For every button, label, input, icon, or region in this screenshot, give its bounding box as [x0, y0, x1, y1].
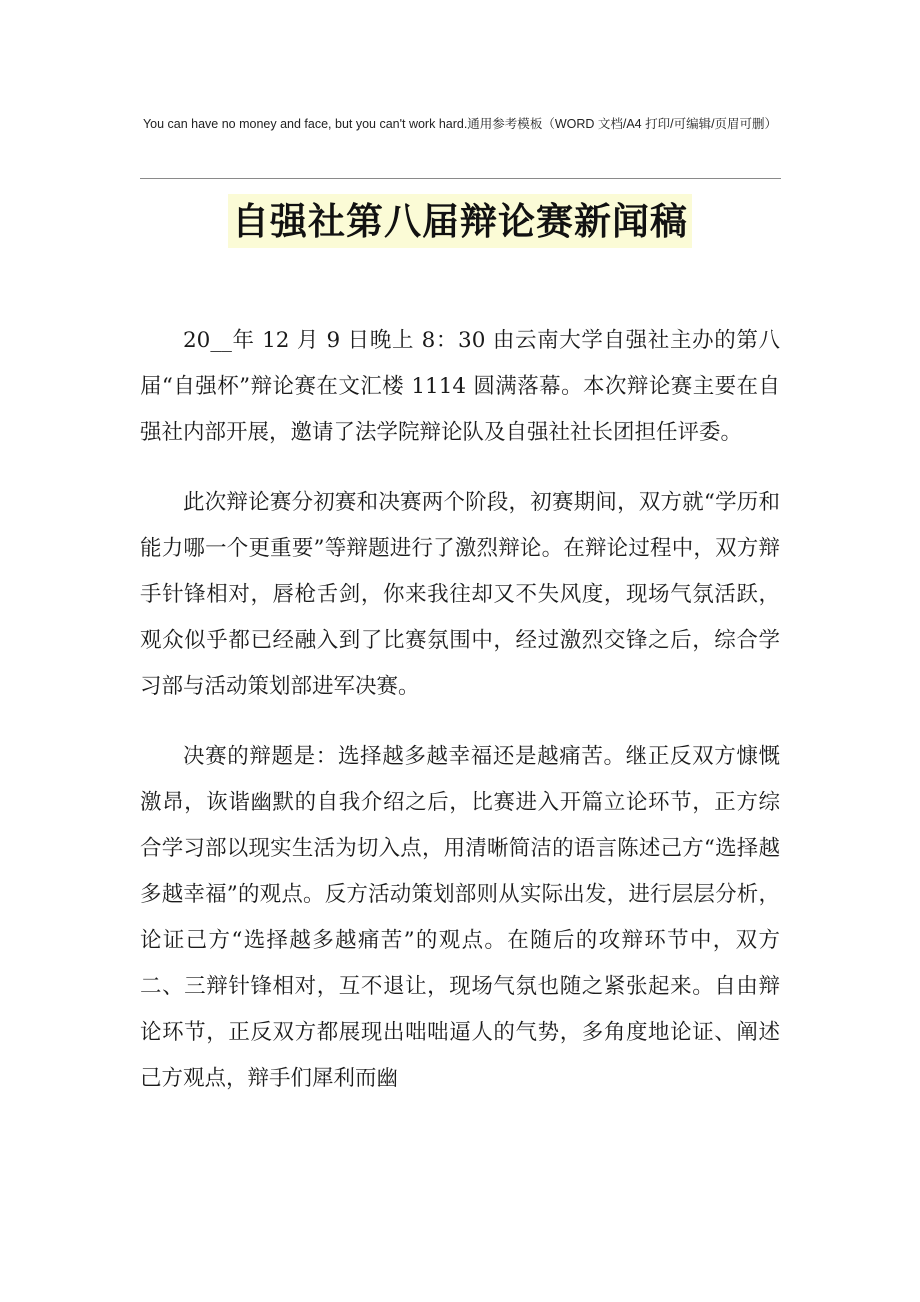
title-container — [0, 194, 920, 248]
document-body — [140, 318, 780, 1102]
paragraph-1: 20__年 12 月 9 日晚上 8：30 由云南大学自强社主办的第八届“自强杯”辩论赛在文汇楼 1114 圆满落幕。本次辩论赛主要在自强社内部开展，邀请了法学院辩论队及自强社社长团担任评委。 — [140, 328, 780, 445]
header-divider — [140, 178, 781, 179]
header-note: You can have no money and face, but you can't work hard.通用参考模板（WORD 文档/A4 打印/可编辑/页眉可删） — [142, 117, 778, 131]
paragraph-2: 此次辩论赛分初赛和决赛两个阶段，初赛期间，双方就“学历和能力哪一个更重要”等辩题进行了激烈辩论。在辩论过程中，双方辩手针锋相对，唇枪舌剑，你来我往却又不失风度，现场气氛活跃，观众似乎都已经融入到了比赛氛围中，经过激烈交锋之后，综合学习部与活动策划部进军决赛。 — [140, 490, 780, 699]
paragraph-3: 决赛的辩题是：选择越多越幸福还是越痛苦。继正反双方慷慨激昂，诙谐幽默的自我介绍之后，比赛进入开篇立论环节，正方综合学习部以现实生活为切入点，用清晰简洁的语言陈述己方“选择越多越幸福”的观点。反方活动策划部则从实际出发，进行层层分析，论证己方“选择越多越痛苦”的观点。在随后的攻辩环节中，双方二、三辩针锋相对，互不退让，现场气氛也随之紧张起来。自由辩论环节，正反双方都展现出咄咄逼人的气势，多角度地论证、阐述己方观点，辩手们犀利而幽 — [140, 744, 780, 1091]
document-title: 自强社第八届辩论赛新闻稿 — [228, 194, 692, 248]
